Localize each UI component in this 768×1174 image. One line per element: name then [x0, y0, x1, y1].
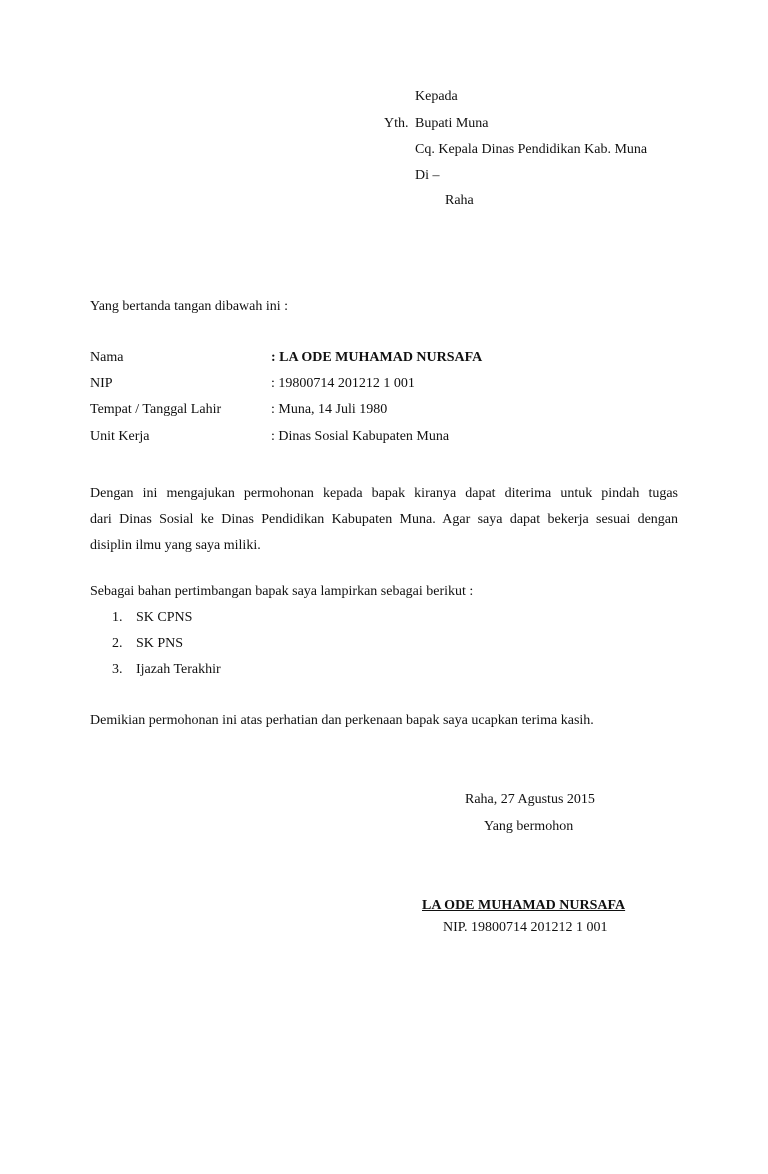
field-label-nama: Nama: [90, 350, 124, 365]
body-line-1: Dengan ini mengajukan permohonan kepada bapak kiranya dapat diterima untuk pindah tugas: [90, 486, 678, 501]
list-item-number: 1.: [112, 610, 123, 625]
field-value-ttl: : Muna, 14 Juli 1980: [271, 402, 388, 417]
body-paragraph: [90, 481, 678, 559]
field-label-ttl: Tempat / Tanggal Lahir: [90, 402, 222, 417]
list-item-text: SK CPNS: [136, 610, 193, 625]
list-item: [112, 636, 183, 652]
signature-nip: NIP. 19800714 201212 1 001: [443, 920, 608, 935]
addressee-bupati: Bupati Muna: [415, 116, 489, 131]
addressee-di: Di –: [415, 168, 440, 183]
signature-place-date: Raha, 27 Agustus 2015: [465, 792, 595, 807]
field-value-nip: : 19800714 201212 1 001: [271, 376, 415, 391]
signature-name: LA ODE MUHAMAD NURSAFA: [422, 898, 626, 913]
list-item-text: Ijazah Terakhir: [136, 662, 221, 677]
list-item-number: 2.: [112, 636, 123, 651]
list-item: [112, 662, 221, 678]
field-value-unit: : Dinas Sosial Kabupaten Muna: [271, 429, 450, 444]
list-item-text: SK PNS: [136, 636, 184, 651]
field-label-unit: Unit Kerja: [90, 429, 150, 444]
body-line-3: disiplin ilmu yang saya miliki.: [90, 538, 261, 553]
field-label-nip: NIP: [90, 376, 113, 391]
list-item-number: 3.: [112, 662, 123, 677]
attachments-intro: Sebagai bahan pertimbangan bapak saya lampirkan sebagai berikut :: [90, 584, 474, 599]
signature-role: Yang bermohon: [484, 819, 574, 834]
addressee-city: Raha: [445, 193, 474, 208]
addressee-yth: Yth.: [384, 116, 409, 131]
addressee-kepada: Kepada: [415, 89, 458, 104]
closing-statement: Demikian permohonan ini atas perhatian dan perkenaan bapak saya ucapkan terima kasih.: [90, 713, 594, 728]
list-item: [112, 610, 192, 626]
opening-statement: Yang bertanda tangan dibawah ini :: [90, 299, 289, 314]
field-value-nama: : LA ODE MUHAMAD NURSAFA: [271, 350, 483, 365]
body-line-2: dari Dinas Sosial ke Dinas Pendidikan Kabupaten Muna. Agar saya dapat bekerja sesuai dengan: [90, 512, 678, 527]
addressee-cq: Cq. Kepala Dinas Pendidikan Kab. Muna: [415, 142, 648, 157]
